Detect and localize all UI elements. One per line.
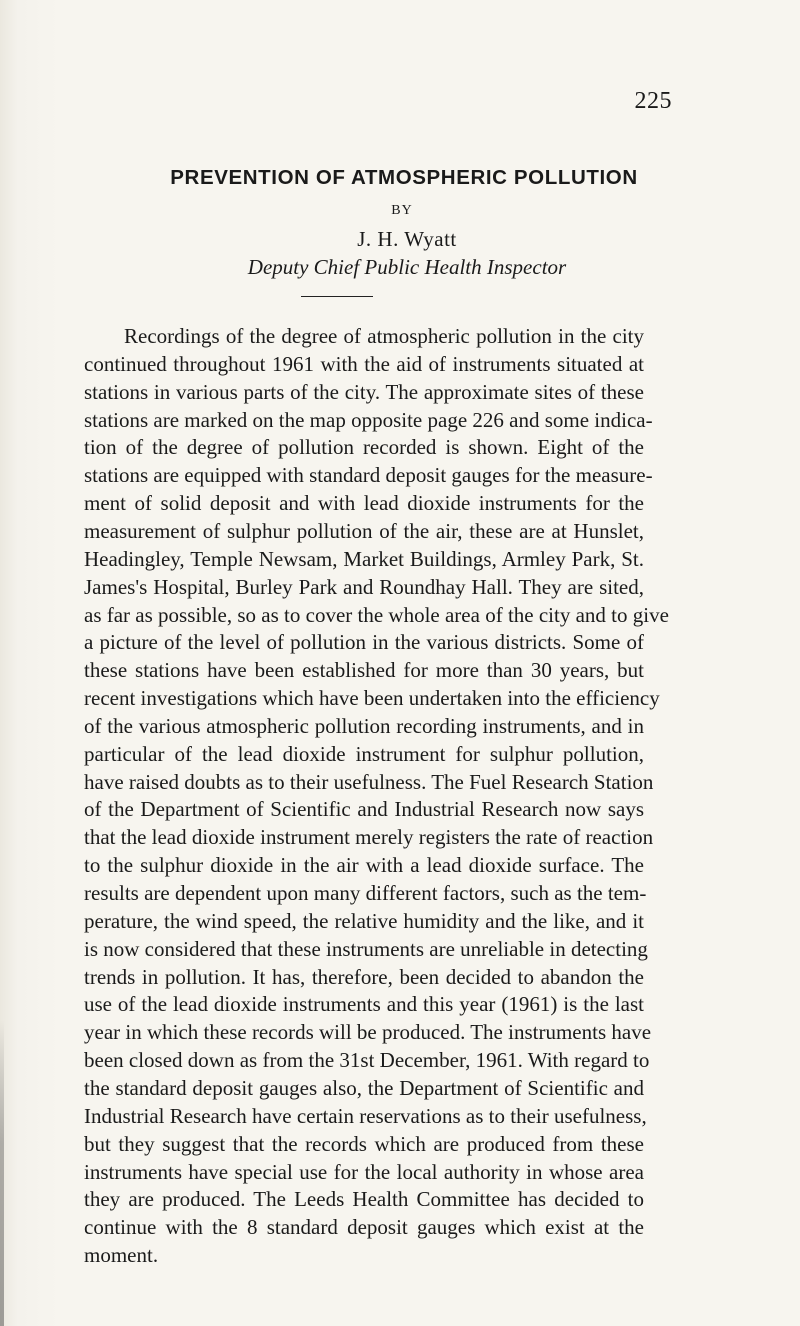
body-line: the standard deposit gauges also, the Department of Scientific and [84, 1075, 644, 1100]
body-line: particular of the lead dioxide instrument for sulphur pollution, [84, 741, 644, 766]
body-line: these stations have been established for more than 30 years, but [84, 658, 644, 683]
body-line: stations are marked on the map opposite page 226 and some indica- [84, 407, 653, 432]
body-line: they are produced. The Leeds Health Committee has decided to [84, 1187, 644, 1212]
body-line: results are dependent upon many different factors, such as the tem- [84, 881, 647, 905]
body-line: is now considered that these instruments are unreliable in detecting [84, 936, 648, 961]
body-line: of the Department of Scientific and Industrial Research now says [84, 797, 644, 822]
body-line: year in which these records will be produced. The instruments have [84, 1020, 652, 1045]
body-line: ment of solid deposit and with lead dioxide instruments for the [84, 491, 644, 516]
page-number: 225 [634, 88, 672, 114]
body-line: as far as possible, so as to cover the whole area of the city and to give [84, 602, 669, 627]
body-line: recent investigations which have been undertaken into the efficiency [84, 686, 660, 711]
byline-by: BY [391, 203, 413, 218]
body-line: moment. [84, 1243, 159, 1268]
body-line: stations in various parts of the city. The approximate sites of these [84, 379, 644, 404]
body-line: have raised doubts as to their usefulness. The Fuel Research Station [84, 769, 654, 794]
body-line: James's Hospital, Burley Park and Roundhay Hall. They are sited, [84, 574, 644, 599]
body-line: of the various atmospheric pollution recording instruments, and in [84, 713, 644, 738]
body-line: to the sulphur dioxide in the air with a lead dioxide surface. The [84, 853, 644, 878]
body-line: that the lead dioxide instrument merely registers the rate of reaction [84, 825, 654, 850]
body-line: instruments have special use for the local authority in whose area [84, 1159, 644, 1184]
body-line: continued throughout 1961 with the aid of instruments situated at [84, 351, 644, 376]
body-line: Recordings of the degree of atmospheric pollution in the city [124, 324, 644, 348]
body-line: use of the lead dioxide instruments and this year (1961) is the last [84, 992, 644, 1017]
body-line: Headingley, Temple Newsam, Market Buildings, Armley Park, St. [84, 546, 644, 571]
author-name: J. H. Wyatt [357, 227, 457, 251]
body-line: a picture of the level of pollution in the various districts. Some of [84, 630, 644, 655]
body-line: but they suggest that the records which are produced from these [84, 1131, 644, 1156]
title-divider [301, 296, 373, 297]
body-line: Industrial Research have certain reservations as to their usefulness, [84, 1103, 647, 1128]
page-edge-shadow [0, 1020, 4, 1326]
body-line: continue with the 8 standard deposit gauges which exist at the [84, 1215, 644, 1240]
body-line: trends in pollution. It has, therefore, been decided to abandon the [84, 964, 644, 989]
author-role: Deputy Chief Public Health Inspector [247, 255, 567, 279]
body-line: tion of the degree of pollution recorded is shown. Eight of the [84, 435, 644, 460]
body-line: been closed down as from the 31st December, 1961. With regard to [84, 1048, 650, 1073]
article-title: PREVENTION OF ATMOSPHERIC POLLUTION [170, 166, 638, 189]
body-line: perature, the wind speed, the relative humidity and the like, and it [84, 908, 644, 933]
body-line: stations are equipped with standard deposit gauges for the measure- [84, 463, 653, 488]
body-line: measurement of sulphur pollution of the air, these are at Hunslet, [84, 518, 644, 543]
